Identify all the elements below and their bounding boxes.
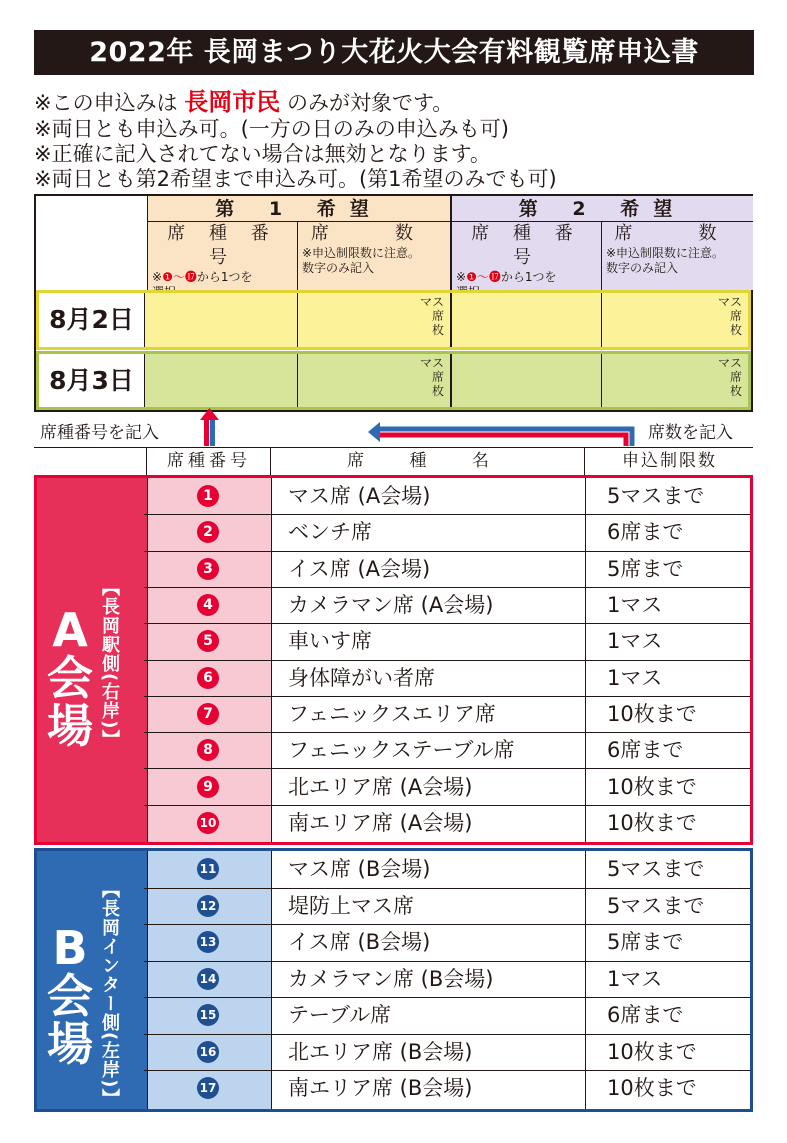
seat-limit: 5マスまで bbox=[607, 484, 705, 509]
seat-number-badge: 2 bbox=[197, 521, 219, 543]
day-2-label: 8月3日 bbox=[39, 354, 145, 407]
seat-number-badge: 5 bbox=[197, 630, 219, 652]
seat-name: イス席 (A会場) bbox=[288, 556, 431, 581]
seat-limit: 1マス bbox=[607, 665, 663, 690]
seat-limit: 5マスまで bbox=[607, 893, 705, 918]
instruction-seat-no: 席種番号を記入 bbox=[40, 423, 159, 443]
application-form bbox=[34, 194, 753, 412]
choice-2-seat-no-header bbox=[452, 222, 602, 290]
venue-a-title: A会場 bbox=[47, 603, 93, 753]
choice-2-seat-count-header bbox=[602, 222, 753, 290]
seat-limit: 10枚まで bbox=[607, 1039, 697, 1064]
seat-name: 北エリア席 (B会場) bbox=[288, 1039, 473, 1064]
seat-number-badge: 1 bbox=[197, 485, 219, 507]
unit-label: マス 席 枚 bbox=[717, 295, 742, 337]
seat-name: 南エリア席 (B会場) bbox=[288, 1076, 473, 1101]
day-1-choice-1-seat-no-field[interactable] bbox=[145, 293, 298, 347]
venue-a-subtitle: 【長岡駅側(右岸)】 bbox=[99, 578, 120, 749]
day-1-choice-1-seat-count-field[interactable] bbox=[298, 293, 452, 347]
seat-number-badge: 3 bbox=[197, 558, 219, 580]
seat-name: カメラマン席 (B会場) bbox=[288, 966, 494, 991]
seat-number-badge: 13 bbox=[197, 931, 219, 953]
seat-limit: 10枚まで bbox=[607, 810, 697, 835]
seat-limit: 1マス bbox=[607, 966, 663, 991]
seat-no-note: ※❶〜⓱から1つを bbox=[456, 270, 557, 284]
seat-limit: 6席まで bbox=[607, 738, 684, 763]
seat-number-badge: 6 bbox=[197, 667, 219, 689]
seat-name: 身体障がい者席 bbox=[288, 665, 435, 690]
seat-name: フェニックスエリア席 bbox=[288, 701, 496, 726]
seat-number-badge: 12 bbox=[197, 895, 219, 917]
seat-no-label: 席 種 番 号 bbox=[167, 223, 278, 268]
seat-number-badge: 7 bbox=[197, 703, 219, 725]
unit-label: マス 席 枚 bbox=[717, 356, 742, 398]
note-3: ※正確に記入されてない場合は無効となります。 bbox=[34, 142, 491, 166]
day-2-choice-1-seat-count-field[interactable] bbox=[298, 354, 452, 407]
seat-limit: 1マス bbox=[607, 593, 663, 618]
seat-limit: 10枚まで bbox=[607, 774, 697, 799]
day-2-choice-1-seat-no-field[interactable] bbox=[145, 354, 298, 407]
choice-1-seat-no-header bbox=[148, 222, 298, 290]
note-1-prefix: ※この申込みは bbox=[34, 91, 178, 115]
seat-number-badge: 16 bbox=[197, 1041, 219, 1063]
day-2-choice-2-seat-no-field[interactable] bbox=[452, 354, 602, 407]
note-1-highlight: 長岡市民 bbox=[184, 88, 281, 116]
choice-1-header: 第 1 希望 bbox=[148, 196, 452, 222]
day-2-choice-2-seat-count-field[interactable] bbox=[602, 354, 748, 407]
choice-2-header: 第 2 希望 bbox=[452, 196, 753, 222]
arrow-up-icon bbox=[200, 408, 219, 446]
note-4: ※両日とも第2希望まで申込み可。(第1希望のみでも可) bbox=[34, 167, 557, 191]
seat-number-badge: 4 bbox=[197, 594, 219, 616]
seat-name: 北エリア席 (A会場) bbox=[288, 774, 473, 799]
seat-no-note: ※❶〜⓱から1つを bbox=[152, 270, 253, 284]
form-corner bbox=[36, 196, 148, 290]
seat-number-badge: 17 bbox=[197, 1077, 219, 1099]
seat-no-label: 席 種 番 号 bbox=[471, 223, 582, 268]
note-2: ※両日とも申込み可。(一方の日のみの申込みも可) bbox=[34, 117, 509, 141]
page-title: 2022年 長岡まつり大花火大会有料観覧席申込書 bbox=[34, 30, 754, 75]
day-1-label: 8月2日 bbox=[39, 293, 145, 347]
day-1-choice-2-seat-no-field[interactable] bbox=[452, 293, 602, 347]
col-limit: 申込制限数 bbox=[584, 448, 754, 476]
arrow-bent-icon bbox=[368, 422, 632, 446]
seat-limit: 5席まで bbox=[607, 930, 684, 955]
seat-name: フェニックステーブル席 bbox=[288, 738, 515, 763]
seat-name: 車いす席 bbox=[288, 629, 372, 654]
seat-number-badge: 8 bbox=[197, 739, 219, 761]
col-seat-name: 席 種 名 bbox=[270, 448, 585, 476]
seat-count-note-2: 数字のみ記入 bbox=[606, 261, 679, 275]
seat-limit: 6席まで bbox=[607, 1003, 684, 1028]
seat-name: 南エリア席 (A会場) bbox=[288, 810, 473, 835]
seat-number-badge: 9 bbox=[197, 776, 219, 798]
col-seat-no: 席種番号 bbox=[146, 448, 271, 476]
seat-number-badge: 10 bbox=[197, 812, 219, 834]
seat-count-note-2: 数字のみ記入 bbox=[302, 261, 375, 275]
seat-name: 堤防上マス席 bbox=[288, 893, 414, 918]
seat-limit: 10枚まで bbox=[607, 701, 697, 726]
seat-number-badge: 15 bbox=[197, 1004, 219, 1026]
seat-name: ベンチ席 bbox=[288, 520, 372, 545]
seat-limit: 10枚まで bbox=[607, 1076, 697, 1101]
venue-b-title: B会場 bbox=[47, 921, 93, 1071]
seat-limit: 5席まで bbox=[607, 556, 684, 581]
unit-label: マス 席 枚 bbox=[419, 295, 444, 337]
instruction-seat-count: 席数を記入 bbox=[648, 423, 733, 443]
choice-1-seat-count-header bbox=[298, 222, 452, 290]
seat-name: マス席 (A会場) bbox=[288, 484, 431, 509]
seat-count-note: ※申込制限数に注意。 bbox=[302, 246, 421, 260]
note-1 bbox=[34, 90, 453, 115]
seat-name: テーブル席 bbox=[288, 1003, 392, 1028]
seat-name: カメラマン席 (A会場) bbox=[288, 593, 494, 618]
seat-limit: 5マスまで bbox=[607, 857, 705, 882]
seat-name: イス席 (B会場) bbox=[288, 930, 431, 955]
seat-name: マス席 (B会場) bbox=[288, 857, 431, 882]
seat-number-badge: 11 bbox=[197, 858, 219, 880]
venue-b-subtitle: 【長岡インター側(左岸)】 bbox=[99, 880, 120, 1108]
seat-count-label: 席 数 bbox=[311, 223, 437, 244]
unit-label: マス 席 枚 bbox=[419, 356, 444, 398]
note-1-suffix: のみが対象です。 bbox=[286, 91, 454, 115]
day-1-choice-2-seat-count-field[interactable] bbox=[602, 293, 748, 347]
seat-count-note: ※申込制限数に注意。 bbox=[606, 246, 725, 260]
seat-limit: 6席まで bbox=[607, 520, 684, 545]
seat-number-badge: 14 bbox=[197, 968, 219, 990]
instruction-arrows bbox=[180, 408, 640, 446]
seat-count-label: 席 数 bbox=[614, 223, 741, 244]
seat-limit: 1マス bbox=[607, 629, 663, 654]
seat-table-header bbox=[34, 447, 753, 476]
